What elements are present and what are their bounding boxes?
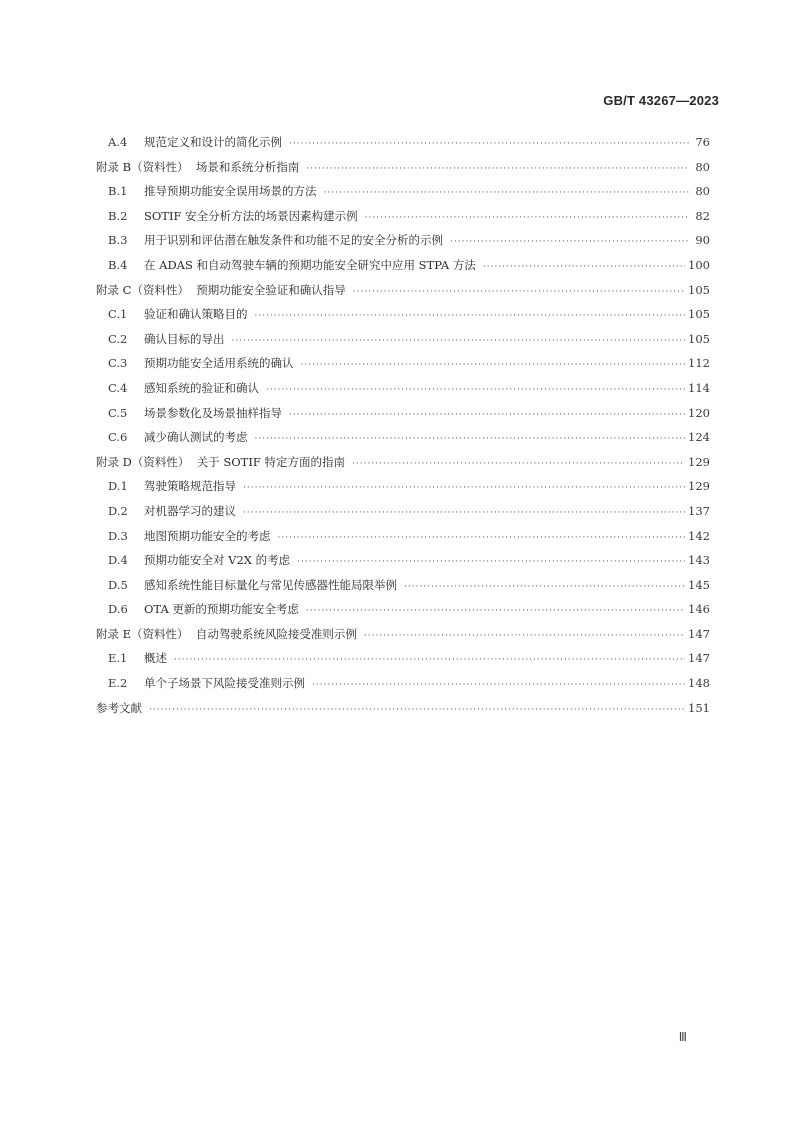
toc-entry-number: C.3 <box>108 356 128 371</box>
toc-entry-number: D.3 <box>108 528 128 543</box>
leader-dots <box>255 304 686 329</box>
toc-entry[interactable] <box>96 130 710 155</box>
toc-appendix-entry[interactable] <box>96 450 710 475</box>
toc-entry-page: 142 <box>688 528 710 543</box>
toc-entry-page: 124 <box>688 430 710 445</box>
toc-entry-page: 145 <box>688 577 710 592</box>
toc-entry-page: 82 <box>695 208 710 223</box>
leader-dots <box>450 230 689 255</box>
toc-entry-title: 关于 SOTIF 特定方面的指南 <box>196 454 345 469</box>
toc-appendix-label: 附录 B（资料性） <box>96 159 189 174</box>
toc-entry-number: D.6 <box>108 602 128 617</box>
leader-dots <box>353 280 685 305</box>
table-of-contents <box>96 130 710 720</box>
toc-entry[interactable] <box>96 425 710 450</box>
toc-entry[interactable] <box>96 376 710 401</box>
toc-entry[interactable] <box>96 646 710 671</box>
toc-entry[interactable] <box>96 597 710 622</box>
toc-entry-page: 105 <box>688 282 710 297</box>
leader-dots <box>364 624 685 649</box>
toc-entry-title: 在 ADAS 和自动驾驶车辆的预期功能安全研究中应用 STPA 方法 <box>144 257 476 272</box>
toc-appendix-entry[interactable] <box>96 155 710 180</box>
leader-dots <box>352 452 685 477</box>
toc-appendix-label: 附录 D（资料性） <box>96 454 190 469</box>
toc-entry-title: 确认目标的导出 <box>144 331 225 346</box>
leader-dots <box>278 526 686 551</box>
toc-entry-number: C.4 <box>108 380 128 395</box>
toc-entry-page: 112 <box>688 356 710 371</box>
toc-entry-title: 验证和确认策略目的 <box>144 307 248 322</box>
toc-entry[interactable] <box>96 524 710 549</box>
toc-entry[interactable] <box>96 253 710 278</box>
toc-entry-page: 143 <box>688 553 710 568</box>
toc-entry-number: C.6 <box>108 430 128 445</box>
toc-entry-page: 148 <box>688 676 710 691</box>
toc-entry-title: 用于识别和评估潜在触发条件和功能不足的安全分析的示例 <box>144 233 443 248</box>
toc-entry-title: 减少确认测试的考虑 <box>144 430 248 445</box>
toc-entry-number: B.3 <box>108 233 128 248</box>
toc-entry-page: 105 <box>688 307 710 322</box>
toc-entry-title: 概述 <box>144 651 167 666</box>
toc-entry[interactable] <box>96 228 710 253</box>
toc-entry-title: 场景和系统分析指南 <box>195 159 300 174</box>
leader-dots <box>232 329 686 354</box>
toc-appendix-entry[interactable] <box>96 278 710 303</box>
toc-appendix-label: 附录 C（资料性） <box>96 282 189 297</box>
toc-entry-number: C.1 <box>108 307 128 322</box>
leader-dots <box>149 698 685 723</box>
toc-entry-title: 驾驶策略规范指导 <box>144 479 236 494</box>
leader-dots <box>306 157 689 182</box>
toc-entry-number: B.2 <box>108 208 128 223</box>
toc-entry[interactable] <box>96 327 710 352</box>
toc-entry-page: 100 <box>688 257 710 272</box>
leader-dots <box>404 575 685 600</box>
toc-entry-page: 129 <box>688 454 710 469</box>
leader-dots <box>289 403 685 428</box>
toc-entry-number: A.4 <box>108 135 128 149</box>
toc-references-entry[interactable] <box>96 696 710 721</box>
toc-entry-title: 单个子场景下风险接受准则示例 <box>144 676 305 691</box>
toc-entry-number: B.4 <box>108 257 128 272</box>
toc-entry-title: 参考文献 <box>96 700 142 715</box>
toc-entry-number: E.1 <box>108 651 128 666</box>
toc-entry-title: 感知系统的验证和确认 <box>144 380 259 395</box>
toc-appendix-label: 附录 E（资料性） <box>96 626 189 641</box>
toc-entry[interactable] <box>96 573 710 598</box>
leader-dots <box>312 673 685 698</box>
toc-entry-page: 76 <box>695 135 710 149</box>
toc-entry-title: OTA 更新的预期功能安全考虑 <box>144 602 299 617</box>
toc-entry-title: 规范定义和设计的简化示例 <box>144 135 282 149</box>
leader-dots <box>483 255 685 280</box>
toc-entry-number: D.4 <box>108 553 128 568</box>
toc-entry[interactable] <box>96 204 710 229</box>
toc-entry-page: 146 <box>688 602 710 617</box>
leader-dots <box>266 378 685 403</box>
toc-entry[interactable] <box>96 179 710 204</box>
toc-entry[interactable] <box>96 474 710 499</box>
toc-entry-title: 自动驾驶系统风险接受准则示例 <box>195 626 357 641</box>
toc-entry-title: 对机器学习的建议 <box>144 503 236 518</box>
toc-entry-number: B.1 <box>108 184 128 199</box>
leader-dots <box>365 206 689 231</box>
leader-dots <box>306 599 685 624</box>
toc-entry-page: 137 <box>688 503 710 518</box>
toc-entry-number: D.5 <box>108 577 128 592</box>
leader-dots <box>174 648 685 673</box>
toc-entry-title: 感知系统性能目标量化与常见传感器性能局限举例 <box>144 577 397 592</box>
toc-entry-page: 90 <box>695 233 710 248</box>
leader-dots <box>289 132 689 157</box>
toc-entry-page: 147 <box>688 626 710 641</box>
toc-entry-number: D.1 <box>108 479 128 494</box>
toc-entry-title: SOTIF 安全分析方法的场景因素构建示例 <box>144 208 358 223</box>
toc-entry-page: 129 <box>688 479 710 494</box>
toc-entry-page: 120 <box>688 405 710 420</box>
toc-entry-number: C.2 <box>108 331 128 346</box>
toc-entry-page: 80 <box>695 184 710 199</box>
toc-entry-title: 场景参数化及场景抽样指导 <box>144 405 282 420</box>
leader-dots <box>243 476 685 501</box>
toc-entry-title: 推导预期功能安全误用场景的方法 <box>144 184 317 199</box>
toc-entry[interactable] <box>96 302 710 327</box>
toc-entry[interactable] <box>96 671 710 696</box>
toc-entry-number: C.5 <box>108 405 128 420</box>
toc-entry-title: 预期功能安全对 V2X 的考虑 <box>144 553 291 568</box>
toc-entry-title: 地图预期功能安全的考虑 <box>144 528 271 543</box>
toc-entry-page: 147 <box>688 651 710 666</box>
leader-dots <box>301 353 686 378</box>
page-folio: Ⅲ <box>678 1030 687 1044</box>
leader-dots <box>324 181 690 206</box>
toc-entry-number: D.2 <box>108 503 128 518</box>
leader-dots <box>255 427 686 452</box>
toc-entry-page: 105 <box>688 331 710 346</box>
toc-entry-title: 预期功能安全验证和确认指导 <box>196 282 346 297</box>
toc-entry[interactable] <box>96 351 710 376</box>
toc-entry[interactable] <box>96 548 710 573</box>
toc-entry-number: E.2 <box>108 676 128 691</box>
toc-entry-page: 80 <box>695 159 710 174</box>
toc-entry-page: 114 <box>688 380 710 395</box>
toc-entry-title: 预期功能安全适用系统的确认 <box>144 356 294 371</box>
toc-entry[interactable] <box>96 401 710 426</box>
leader-dots <box>297 550 685 575</box>
leader-dots <box>243 501 685 526</box>
toc-entry-page: 151 <box>688 700 710 715</box>
standard-code-header: GB/T 43267—2023 <box>603 93 719 108</box>
toc-appendix-entry[interactable] <box>96 622 710 647</box>
toc-entry[interactable] <box>96 499 710 524</box>
